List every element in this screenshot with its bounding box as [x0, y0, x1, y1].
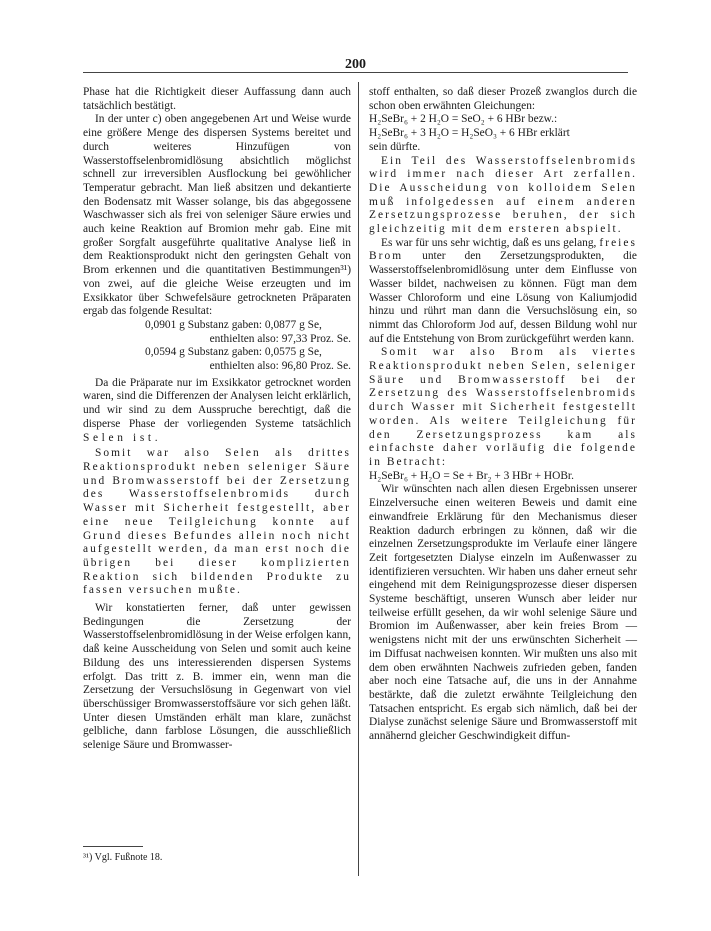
header-rule	[83, 72, 628, 73]
paragraph-text: Da die Präparate nur im Exsikkator getrocknet worden waren, sind die Differenzen der Analysen leicht erklärlich, und wir sind zu dem Ausspruche berechtigt, daß die disperse Phase der vorliegenden Systeme tatsächlich	[83, 376, 351, 430]
paragraph: Phase hat die Richtigkeit dieser Auffassung dann auch tatsächlich bestätigt.	[83, 86, 351, 112]
equation: H₂SeBr₆ + 2 H₂O = SeO₂ + 6 HBr bezw.:	[369, 113, 558, 126]
paragraph	[83, 377, 351, 446]
spaced-emphasis: freies Brom	[369, 236, 637, 263]
paragraph-spaced: Somit war also Brom als viertes Reaktionsprodukt neben Selen, seleniger Säure und Bromwasserstoff bei der Zersetzung des Wasserstoffselenbromids durch Wasser mit Sicherheit festgestellt worden. Als weitere Teilgleichung für den Zersetzungsprozess kam als einfachste daher vorläufig die folgende in Betracht:	[369, 346, 637, 468]
analysis-line: enthielten also: 97,33 Proz. Se.	[209, 332, 351, 345]
analysis-line: 0,0594 g Substanz gaben: 0,0575 g Se,	[145, 346, 322, 359]
paragraph: Wir konstatierten ferner, daß unter gewissen Bedingungen die Zersetzung der Wasserstoffselenbromidlösung in der Weise erfolgen kann, daß keine Ausscheidung von Selen und somit auch keine Bildung des uns interessierenden dispersen Systems erfolgt. Das tritt z. B. immer ein, wenn man die Zersetzung der Versuchslösung in Gegenwart von viel überschüssiger Bromwasserstoffsäure vor sich gehen läßt. Unter diesen Umständen erhält man klare, zunächst gelbliche, dann farblose Lösungen, die ausschließlich selenige Säure und Bromwasser-	[83, 602, 351, 752]
column-divider	[358, 82, 359, 876]
paragraph: sein dürfte.	[369, 140, 421, 153]
paragraph: In der unter c) oben angegebenen Art und Weise wurde eine größere Menge des dispersen Systems bereitet und durch weiteres Hinzufügen von Wasserstoffselenbromidlösung absichtlich möglichst schnell zur irreversiblen Ausflockung bei gewöhlicher Temperatur gebracht. Man ließ absitzen und dekantierte den Bodensatz mit Wasser solange, bis das abgegossene Waschwasser sich als frei von seleniger Säure erwies und auch keine Reaktion auf Bromion mehr gab. Eine mit großer Sorgfalt ausgeführte qualitative Analyse ließ in dem Reaktionsprodukt nicht den geringsten Gehalt von Brom erkennen und die quantitativen Bestimmungen³¹) von zwei, auf die gleiche Weise erzeugten und im Exsikkator über Schwefelsäure getrockneten Präparaten ergab das folgende Resultat:	[83, 113, 351, 318]
paragraph-spaced: Somit war also Selen als drittes Reaktionsprodukt neben seleniger Säure und Bromwasserstoff bei der Zersetzung des Wasserstoffselenbromids durch Wasser mit Sicherheit festgestellt, aber eine neue Teilgleichung konnte auf Grund dieses Befundes allein noch nicht aufgestellt werden, da man erst noch die übrigen bei dieser komplizierten Reaktion sich bildenden Produkte zu fassen versuchen mußte.	[83, 447, 351, 597]
paragraph: Wir wünschten nach allen diesen Ergebnissen unserer Einzelversuche einen weiteren Beweis und damit eine einwandfreie Erklärung für den Mechanismus dieser Reaktion dadurch erbringen zu können, daß wir die einzelnen Zersetzungsprodukte im Verlaufe einer längere Zeit fortgesetzten Dialyse einzeln im Außenwasser zu identifizieren versuchten. Wir haben uns daher erneut sehr eingehend mit dem Reinigungsprozesse dieser dispersen Systeme beschäftigt, unseren Wunsch aber leider nur teilweise erfüllt gesehen, da wir wohl selenige Säure und Bromion im Außenwasser, aber kein freies Brom — wenigstens nicht mit der uns erwünschten Sicherheit — im Diffusat nachweisen konnten. Wir mußten uns also mit dem oben erwähnten Nachweis zufrieden geben, fanden aber noch eine Tatsache auf, die uns in der Annahme bestärkte, daß die zuletzt erwähnte Teilgleichung den Tatsachen entspricht. Es ergab sich nämlich, daß bei der Dialyse zunächst selenige Säure und Bromwasserstoff mit annähernd gleicher Geschwindigkeit diffun-	[369, 483, 637, 743]
footnote-rule	[83, 846, 143, 847]
paragraph-spaced: Ein Teil des Wasserstoffselenbromids wird immer nach dieser Art zerfallen. Die Ausscheidung von kolloidem Selen muß infolgedessen auf einem anderen Zersetzungsprozesse beruhen, der sich gleichzeitig mit dem ersteren abspielt.	[369, 154, 637, 236]
analysis-line: 0,0901 g Substanz gaben: 0,0877 g Se,	[145, 318, 322, 331]
equation: H₂SeBr₆ + H₂O = Se + Br₂ + 3 HBr + HOBr.	[369, 469, 574, 482]
paragraph-text: Es war für uns sehr wichtig, daß es uns gelang,	[381, 236, 597, 249]
page-number: 200	[345, 57, 366, 72]
spaced-emphasis: Selen ist.	[83, 431, 162, 444]
equation: H₂SeBr₆ + 3 H₂O = H₂SeO₃ + 6 HBr erklärt	[369, 127, 570, 140]
footnote: ³¹) Vgl. Fußnote 18.	[83, 852, 163, 863]
right-column	[369, 86, 637, 744]
paragraph-text: unter den Zersetzungsprodukten, die Wasserstoffselenbromidlösung unter dem Einflusse von Wasser bildet, nachweisen zu können. Fügt man dem Wasser Chloroform und eine Lösung von Kaliumjodid hinzu und rührt man dann die Versuchslösung ein, so nimmt das Chloroform Jod auf, dessen Bildung wohl nur auf die Entstehung von Brom zurückgeführt werden kann.	[369, 250, 637, 345]
paragraph: stoff enthalten, so daß dieser Prozeß zwanglos durch die schon oben erwähnten Gleichungen:	[369, 86, 637, 112]
analysis-line: enthielten also: 96,80 Proz. Se.	[209, 360, 351, 373]
left-column	[83, 86, 351, 753]
paragraph	[369, 237, 637, 347]
